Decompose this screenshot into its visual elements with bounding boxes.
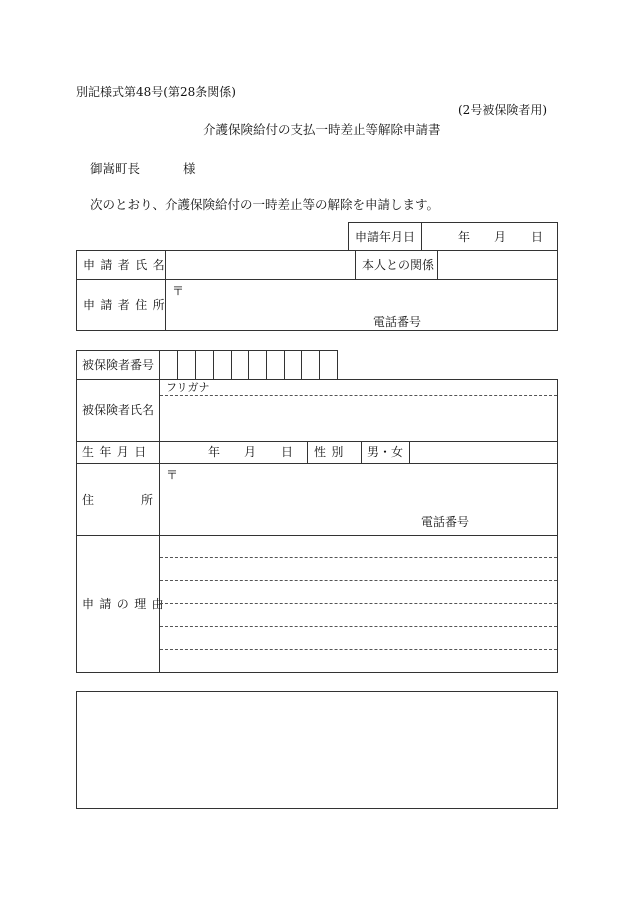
reason-label: 申請の理由 xyxy=(82,597,170,611)
intro-text: 次のとおり、介護保険給付の一時差止等の解除を申請します。 xyxy=(90,197,440,212)
applicant-address-label: 申請者住所 xyxy=(83,298,171,312)
insured-address-label-char1: 住 xyxy=(82,493,95,507)
applicant-phone-label: 電話番号 xyxy=(373,315,422,329)
dob-month: 月 xyxy=(244,445,257,459)
addressee-honorific: 様 xyxy=(183,161,196,176)
insured-number-field[interactable] xyxy=(160,351,336,378)
relation-label: 本人との関係 xyxy=(362,258,435,272)
insured-name-label: 被保険者氏名 xyxy=(82,403,155,417)
dob-field[interactable] xyxy=(160,442,306,462)
insured-phone-label: 電話番号 xyxy=(421,515,470,529)
document-title: 介護保険給付の支払一時差止等解除申請書 xyxy=(203,122,441,137)
office-use-box xyxy=(76,691,558,809)
sex-options[interactable]: 男・女 xyxy=(367,445,404,459)
insured-address-label-char2: 所 xyxy=(141,493,154,507)
application-date-year: 年 xyxy=(458,230,471,244)
application-date-month: 月 xyxy=(494,230,507,244)
dob-day: 日 xyxy=(281,445,294,459)
addressee-name: 御嵩町長 xyxy=(90,161,141,176)
dob-label: 生年月日 xyxy=(82,445,152,459)
insured-name-field[interactable] xyxy=(160,396,556,440)
relation-field[interactable] xyxy=(438,251,556,278)
insured-address-field[interactable] xyxy=(160,464,556,534)
sex-label: 性別 xyxy=(314,445,349,459)
reason-field[interactable] xyxy=(160,536,556,671)
furigana-label: フリガナ xyxy=(166,381,210,394)
form-category: (2号被保険者用) xyxy=(458,103,547,117)
application-date-day: 日 xyxy=(531,230,544,244)
insured-number-label: 被保険者番号 xyxy=(82,358,155,372)
dob-year: 年 xyxy=(208,445,221,459)
applicant-address-field[interactable] xyxy=(166,280,556,330)
applicant-postal-mark: 〒 xyxy=(172,284,185,298)
applicant-name-label: 申請者氏名 xyxy=(83,258,171,272)
applicant-name-field[interactable] xyxy=(166,251,354,278)
form-number: 別記様式第48号(第28条関係) xyxy=(76,85,236,99)
application-date-label: 申請年月日 xyxy=(355,230,416,244)
insured-postal-mark: 〒 xyxy=(166,468,179,482)
